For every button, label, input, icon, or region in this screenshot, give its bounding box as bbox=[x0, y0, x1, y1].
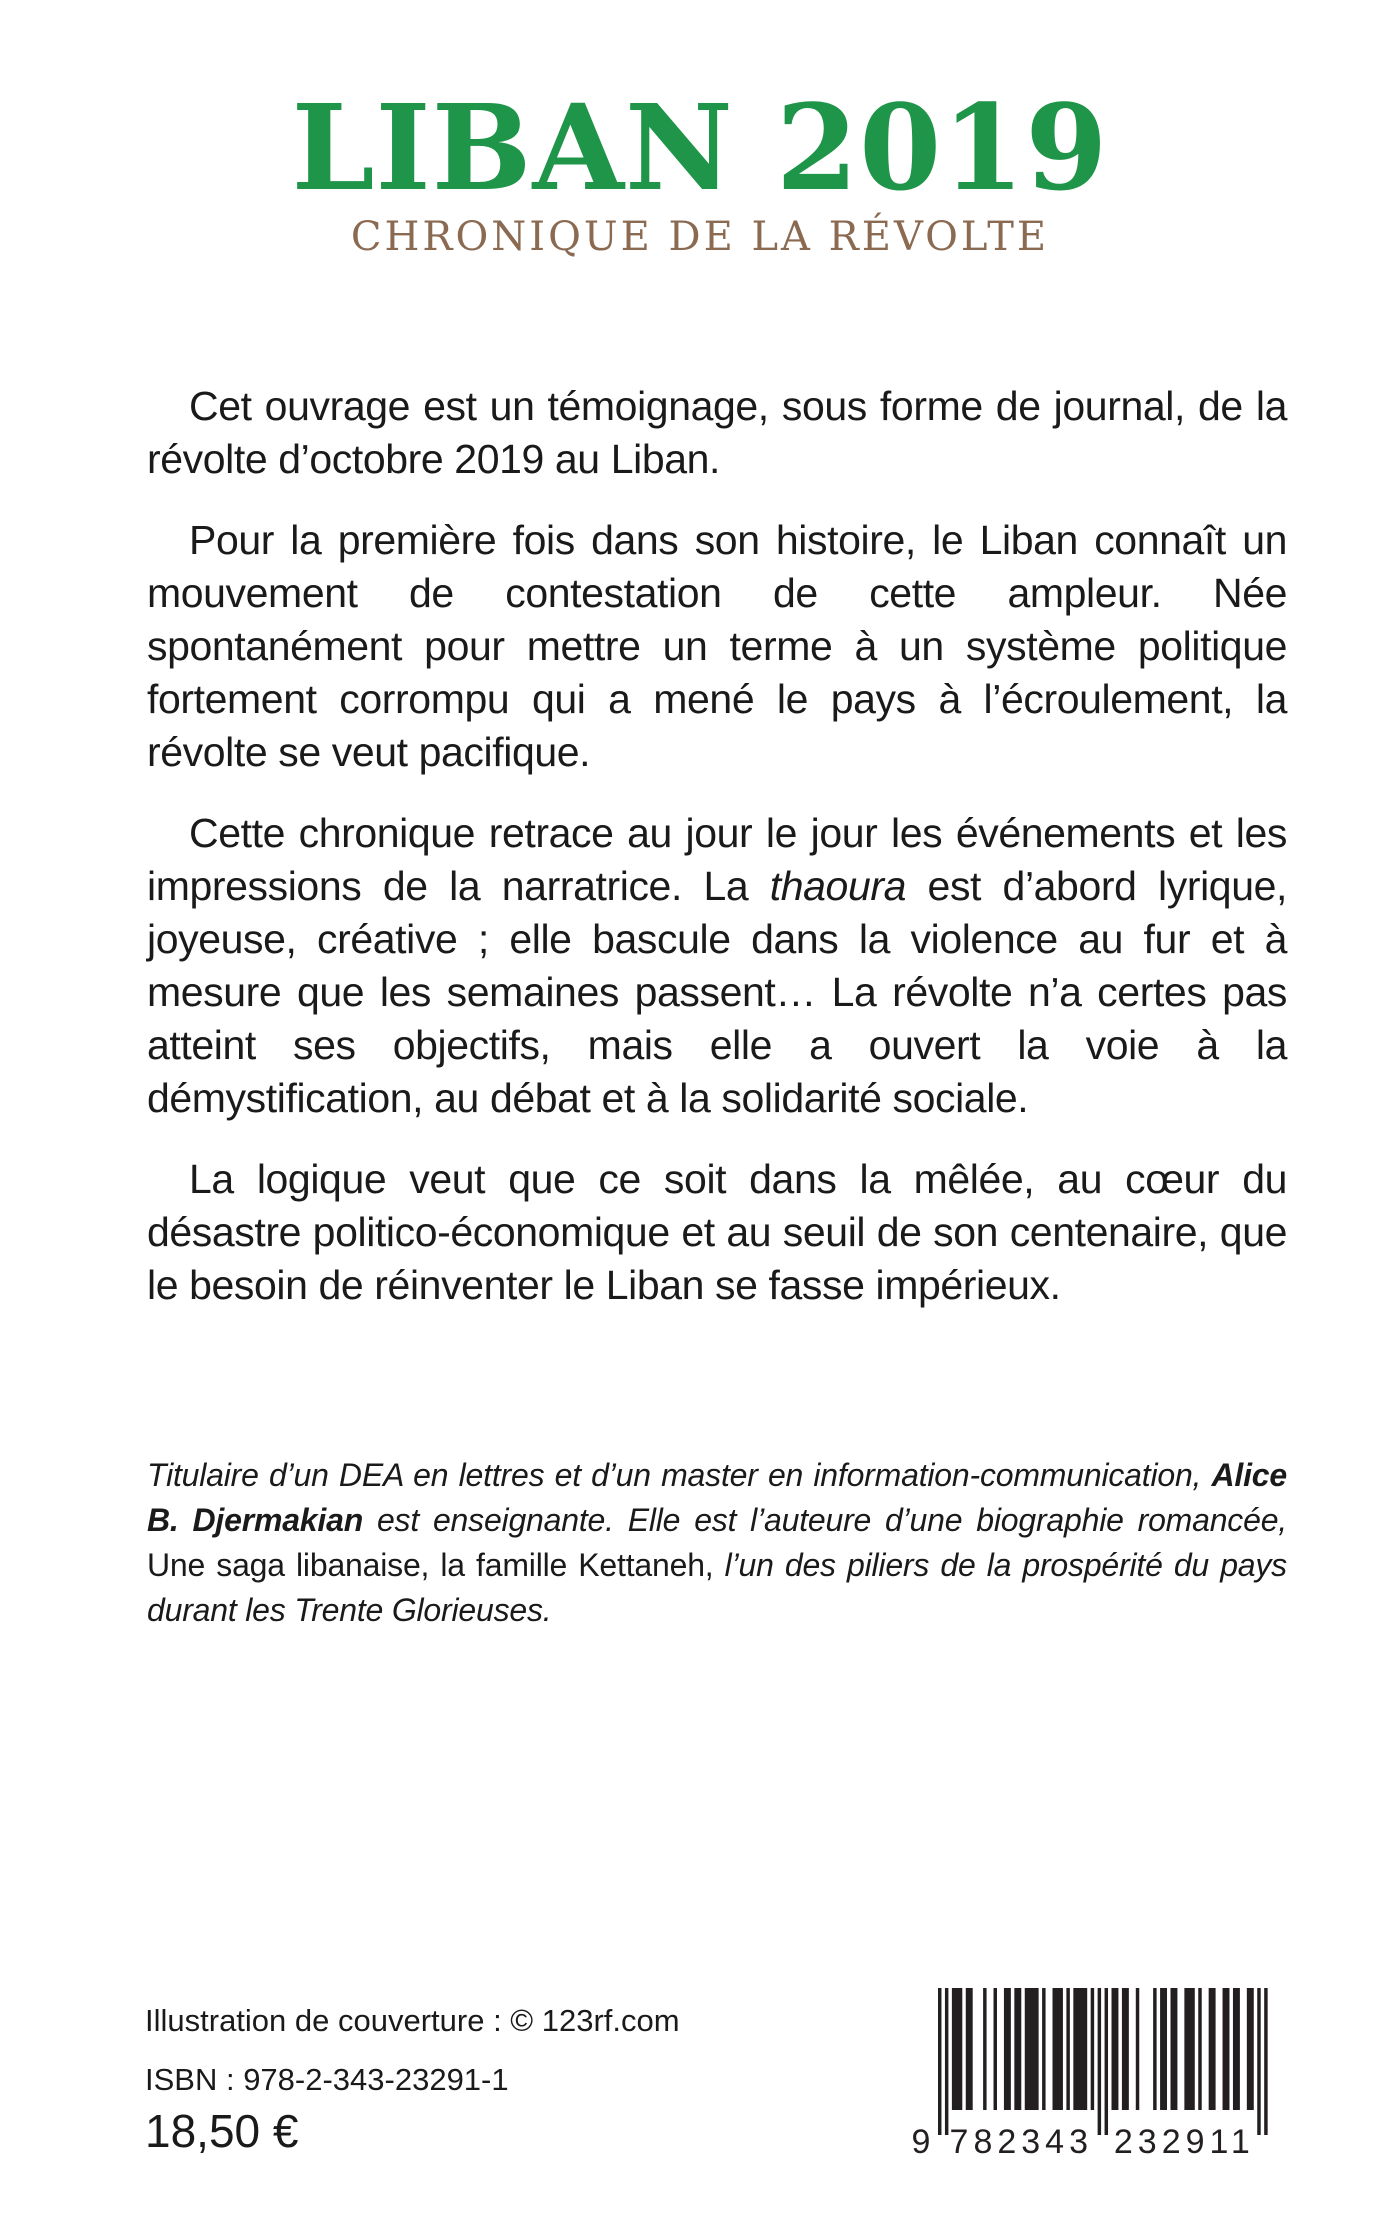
book-subtitle: CHRONIQUE DE LA RÉVOLTE bbox=[350, 214, 1050, 260]
barcode-bar bbox=[1223, 1988, 1230, 2110]
ean13-barcode-svg bbox=[908, 1988, 1272, 2158]
barcode-bar bbox=[1053, 1988, 1063, 2110]
barcode-bar bbox=[1066, 1988, 1069, 2110]
text-segment: La logique veut que ce soit dans la mêlée, au cœur du désastre politico-économique et au seuil de son centenaire, que le besoin de réinventer le Liban se fasse impérieux. bbox=[147, 1156, 1287, 1308]
text-segment: Cette chronique retrace au jour le jour les événements et les impressions de la narratrice. La bbox=[147, 810, 1287, 909]
barcode-bar bbox=[1014, 1988, 1021, 2110]
barcode-digits: 9 bbox=[911, 2123, 931, 2158]
barcode-bar bbox=[983, 1988, 986, 2110]
barcode-bar bbox=[1136, 1988, 1139, 2110]
synopsis-paragraph-1 bbox=[147, 380, 1287, 486]
isbn-line: ISBN : 978-2-343-23291-1 bbox=[145, 2062, 509, 2097]
author-bio bbox=[147, 1453, 1287, 1633]
barcode-bar bbox=[1122, 1988, 1129, 2110]
barcode-bar bbox=[1170, 1988, 1177, 2110]
barcode-bar bbox=[966, 1988, 973, 2110]
barcode-bar bbox=[1098, 1988, 1101, 2135]
text-segment: thaoura bbox=[769, 863, 907, 909]
barcode-bar bbox=[938, 1988, 941, 2135]
header bbox=[0, 78, 1400, 260]
text-segment: est enseignante. Elle est l’auteure d’une biographie romancée, bbox=[363, 1502, 1287, 1538]
text-segment: Alice B. Djermakian bbox=[147, 1457, 1287, 1538]
barcode-digits: 232911 bbox=[1113, 2123, 1255, 2158]
synopsis bbox=[147, 380, 1287, 1340]
book-title: LIBAN 2019 bbox=[291, 78, 1109, 217]
barcode-bar bbox=[1257, 1988, 1260, 2135]
barcode-bar bbox=[1198, 1988, 1201, 2110]
barcode-bar bbox=[1105, 1988, 1108, 2135]
synopsis-paragraph-3 bbox=[147, 807, 1287, 1125]
barcode-bar bbox=[1264, 1988, 1267, 2135]
barcode-bar bbox=[994, 1988, 997, 2110]
barcode-bar bbox=[952, 1988, 962, 2110]
barcode-bar bbox=[1091, 1988, 1094, 2110]
barcode-bar bbox=[1112, 1988, 1119, 2110]
barcode-bar bbox=[1153, 1988, 1156, 2110]
barcode-bar bbox=[1160, 1988, 1167, 2110]
synopsis-paragraph-4 bbox=[147, 1153, 1287, 1312]
text-segment: Titulaire d’un DEA en lettres et d’un master en information-communication, bbox=[147, 1457, 1212, 1493]
barcode-digits: 782343 bbox=[949, 2123, 1094, 2158]
barcode-bar bbox=[1042, 1988, 1045, 2110]
barcode-bar bbox=[1209, 1988, 1216, 2110]
barcode-bar bbox=[945, 1988, 948, 2135]
cover-illustration-credit: Illustration de couverture : © 123rf.com bbox=[145, 2003, 680, 2038]
ean13-barcode bbox=[908, 1988, 1272, 2163]
synopsis-paragraph-2 bbox=[147, 514, 1287, 779]
barcode-bar bbox=[1073, 1988, 1087, 2110]
text-segment: Une saga libanaise, la famille Kettaneh, bbox=[147, 1547, 714, 1583]
barcode-bar bbox=[1025, 1988, 1039, 2110]
barcode-bar bbox=[1247, 1988, 1254, 2110]
barcode-bar bbox=[1233, 1988, 1240, 2110]
text-segment: l’un des piliers de la prospérité du pays durant les Trente Glorieuses. bbox=[147, 1547, 1287, 1628]
barcode-bar bbox=[1184, 1988, 1194, 2110]
text-segment: Pour la première fois dans son histoire, le Liban connaît un mouvement de contestation de cette ampleur. Née spontanément pour mettre un terme à un système politique fortement corrompu qui a mené le pays à l’écroulement, la révolte se veut pacifique. bbox=[147, 517, 1287, 775]
text-segment: Cet ouvrage est un témoignage, sous forme de journal, de la révolte d’octobre 2019 au Liban. bbox=[147, 383, 1287, 482]
barcode-bar bbox=[1004, 1988, 1011, 2110]
price: 18,50 € bbox=[145, 2105, 299, 2157]
text-segment: est d’abord lyrique, joyeuse, créative ; elle bascule dans la violence au fur et à mesure que les semaines passent… La révolte n’a certes pas atteint ses objectifs, mais elle a ouvert la voie à la démystification, au débat et à la solidarité sociale. bbox=[147, 863, 1287, 1121]
